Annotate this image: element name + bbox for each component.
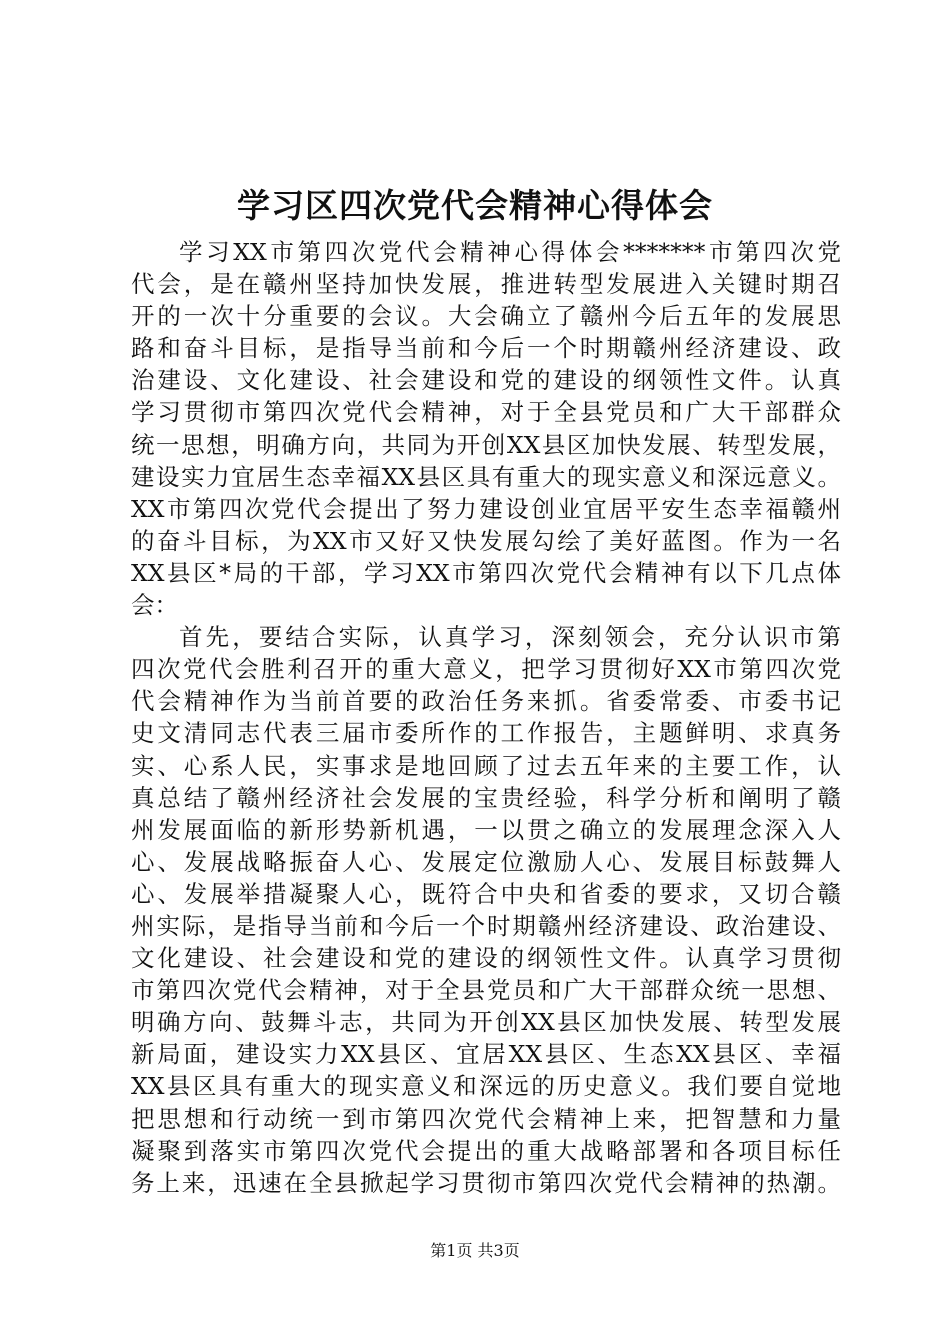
text-line: 开的一次十分重要的会议。大会确立了赣州今后五年的发展思 (131, 302, 841, 331)
paragraph-1 (131, 236, 841, 621)
text-line: XX县区*局的干部，学习XX市第四次党代会精神有以下几点体 (131, 558, 841, 587)
text-line: 会： (131, 591, 178, 620)
text-line: 州实际，是指导当前和今后一个时期赣州经济建设、政治建设、 (131, 911, 841, 940)
text-line: 路和奋斗目标，是指导当前和今后一个时期赣州经济建设、政 (131, 334, 841, 363)
text-line: 州发展面临的新形势新机遇，一以贯之确立的发展理念深入人 (131, 815, 841, 844)
text-line: 统一思想，明确方向，共同为开创XX县区加快发展、转型发展， (131, 430, 841, 459)
text-line: 实、心系人民，实事求是地回顾了过去五年来的主要工作，认 (131, 751, 841, 780)
text-line: 史文清同志代表三届市委所作的工作报告，主题鲜明、求真务 (131, 719, 841, 748)
text-line: 把思想和行动统一到市第四次党代会精神上来，把智慧和力量 (131, 1104, 841, 1133)
page-number: 第1页 共3页 (430, 1241, 520, 1260)
text-line: 务上来，迅速在全县掀起学习贯彻市第四次党代会精神的热潮。 (131, 1168, 841, 1197)
text-line: XX县区具有重大的现实意义和深远的历史意义。我们要自觉地 (131, 1072, 841, 1101)
text-line: 心、发展举措凝聚人心，既符合中央和省委的要求，又切合赣 (131, 879, 841, 908)
text-line: 学习贯彻市第四次党代会精神，对于全县党员和广大干部群众 (131, 398, 841, 427)
text-line: 建设实力宜居生态幸福XX县区具有重大的现实意义和深远意义。 (131, 462, 841, 491)
text-line: 治建设、文化建设、社会建设和党的建设的纲领性文件。认真 (131, 366, 841, 395)
text-line: 代会，是在赣州坚持加快发展，推进转型发展进入关键时期召 (131, 270, 841, 299)
text-line: 代会精神作为当前首要的政治任务来抓。省委常委、市委书记 (131, 687, 841, 716)
text-line: 明确方向、鼓舞斗志，共同为开创XX县区加快发展、转型发展 (131, 1008, 841, 1037)
text-line: 新局面，建设实力XX县区、宜居XX县区、生态XX县区、幸福 (131, 1040, 841, 1069)
text-line: 文化建设、社会建设和党的建设的纲领性文件。认真学习贯彻 (131, 944, 841, 973)
text-line: 心、发展战略振奋人心、发展定位激励人心、发展目标鼓舞人 (131, 847, 841, 876)
text-line: 凝聚到落实市第四次党代会提出的重大战略部署和各项目标任 (131, 1136, 841, 1165)
document-title: 学习区四次党代会精神心得体会 (237, 186, 713, 225)
document-body (131, 236, 841, 1199)
text-line: 首先，要结合实际，认真学习，深刻领会，充分认识市第 (179, 623, 841, 652)
text-line: 学习XX市第四次党代会精神心得体会*******市第四次党 (179, 238, 841, 266)
text-line: 市第四次党代会精神，对于全县党员和广大干部群众统一思想、 (131, 976, 841, 1005)
text-line: 真总结了赣州经济社会发展的宝贵经验，科学分析和阐明了赣 (131, 783, 841, 812)
text-line: 的奋斗目标，为XX市又好又快发展勾绘了美好蓝图。作为一名 (131, 526, 841, 555)
text-line: XX市第四次党代会提出了努力建设创业宜居平安生态幸福赣州 (131, 494, 841, 523)
text-line: 四次党代会胜利召开的重大意义，把学习贯彻好XX市第四次党 (131, 655, 841, 684)
paragraph-2 (131, 621, 841, 1199)
